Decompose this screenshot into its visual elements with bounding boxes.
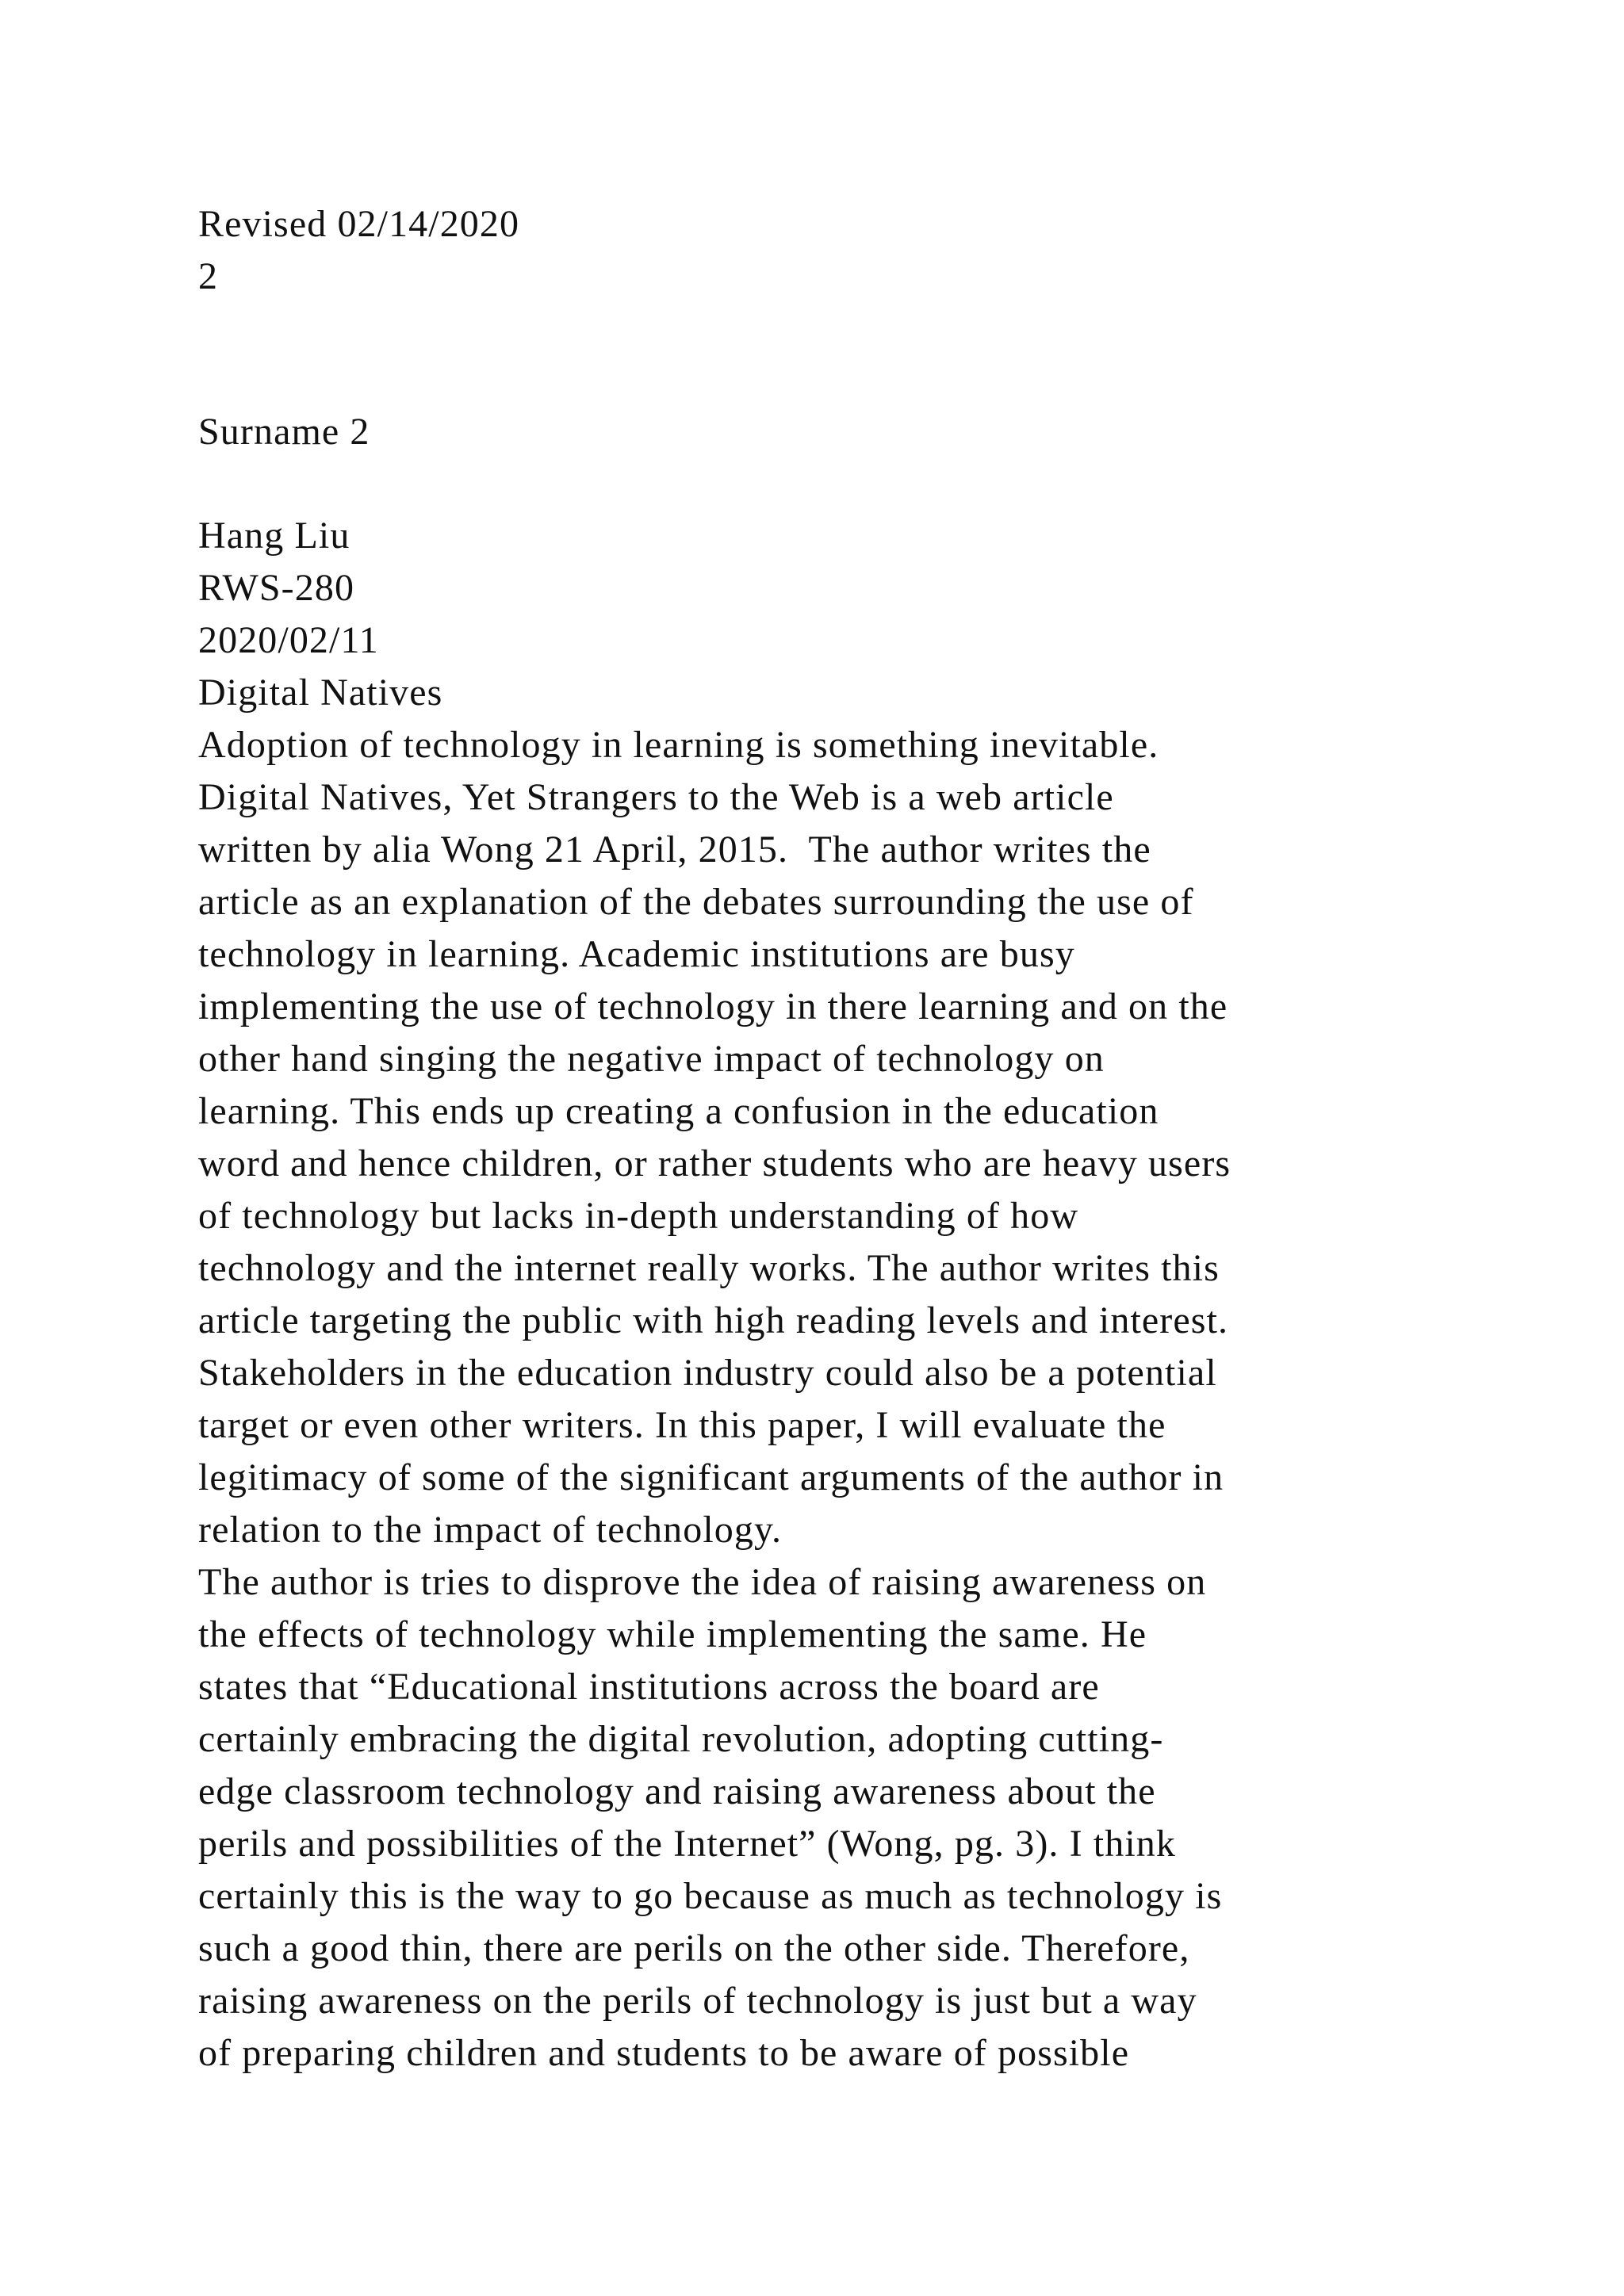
- body-line: of preparing children and students to be aware of possible: [198, 2032, 1130, 2074]
- course-code: RWS-280: [198, 567, 355, 609]
- body-line: perils and possibilities of the Internet” (Wong, pg. 3). I think: [198, 1823, 1176, 1865]
- body-line: legitimacy of some of the significant arguments of the author in: [198, 1456, 1224, 1498]
- body-line: implementing the use of technology in there learning and on the: [198, 985, 1228, 1027]
- body-line: edge classroom technology and raising awareness about the: [198, 1770, 1156, 1812]
- submission-date: 2020/02/11: [198, 619, 379, 661]
- body-line: technology and the internet really works. The author writes this: [198, 1247, 1220, 1289]
- body-line: article as an explanation of the debates surrounding the use of: [198, 881, 1194, 923]
- body-line: technology in learning. Academic institutions are busy: [198, 933, 1075, 975]
- body-line: target or even other writers. In this paper, I will evaluate the: [198, 1404, 1166, 1446]
- body-line: certainly this is the way to go because as much as technology is: [198, 1875, 1223, 1917]
- body-line: other hand singing the negative impact of technology on: [198, 1038, 1105, 1080]
- body-line: article targeting the public with high reading levels and interest.: [198, 1299, 1229, 1341]
- student-name: Hang Liu: [198, 515, 350, 557]
- body-line: relation to the impact of technology.: [198, 1509, 783, 1551]
- running-head: Surname 2: [198, 411, 370, 453]
- body-line: Digital Natives, Yet Strangers to the Web is a web article: [198, 776, 1114, 818]
- body-line: Adoption of technology in learning is something inevitable.: [198, 724, 1159, 766]
- body-line: written by alia Wong 21 April, 2015. The author writes the: [198, 828, 1151, 871]
- body-line: states that “Educational institutions across the board are: [198, 1666, 1100, 1708]
- body-line: certainly embracing the digital revolution, adopting cutting-: [198, 1718, 1164, 1760]
- body-line: of technology but lacks in-depth understanding of how: [198, 1195, 1079, 1237]
- body-line: The author is tries to disprove the idea of raising awareness on: [198, 1561, 1207, 1603]
- body-line: the effects of technology while implementing the same. He: [198, 1613, 1147, 1655]
- body-line: Stakeholders in the education industry could also be a potential: [198, 1352, 1217, 1394]
- essay-title: Digital Natives: [198, 672, 443, 714]
- body-line: word and hence children, or rather students who are heavy users: [198, 1142, 1231, 1184]
- body-line: learning. This ends up creating a confusion in the education: [198, 1090, 1159, 1132]
- revised-date: Revised 02/14/2020: [198, 203, 520, 245]
- page-number: 2: [198, 255, 219, 297]
- body-line: raising awareness on the perils of technology is just but a way: [198, 1980, 1197, 2022]
- body-line: such a good thin, there are perils on the other side. Therefore,: [198, 1927, 1190, 1969]
